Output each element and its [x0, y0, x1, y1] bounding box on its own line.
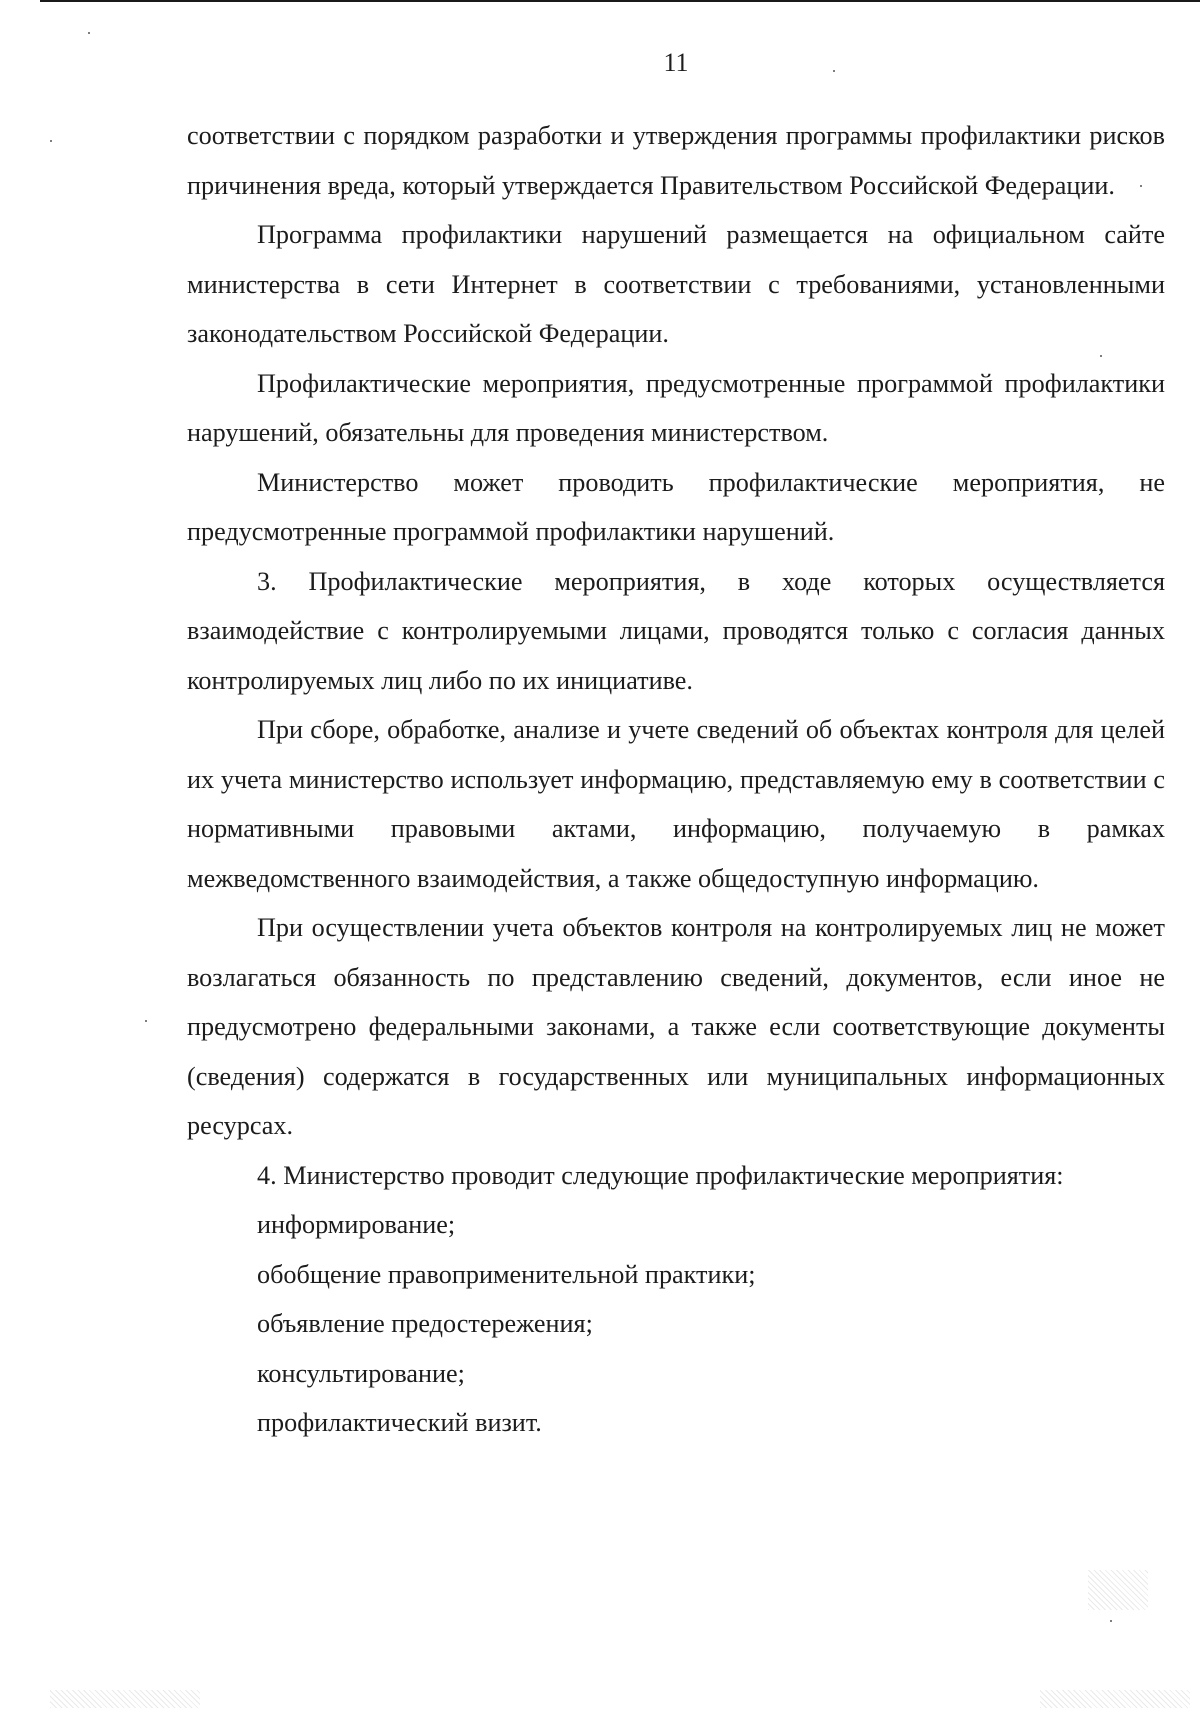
paragraph-accounting-obligations: При осуществлении учета объектов контроля на контролируемых лиц не может возлагаться обязанность по представлению сведений, документов, если иное не предусмотрено федеральными законами, а также если соответствующие документы (сведения) содержатся в государственных или муниципальных информационных ресурсах. [187, 913, 1165, 1140]
measures-list [187, 1200, 1165, 1448]
list-item-warning: объявление предостережения; [257, 1309, 593, 1338]
paragraph-optional-measures: Министерство может проводить профилактические мероприятия, не предусмотренные программой профилактики нарушений. [187, 467, 1165, 546]
paragraph-item-4-measures: 4. Министерство проводит следующие профилактические мероприятия: [257, 1160, 1064, 1190]
list-item-informing: информирование; [257, 1210, 456, 1239]
scan-speck [1110, 1620, 1112, 1622]
scan-speck [833, 70, 835, 72]
list-item-practice-summary: обобщение правоприменительной практики; [257, 1259, 756, 1289]
scan-speck [1100, 355, 1102, 357]
scan-speck [88, 32, 90, 34]
scan-speck [145, 1020, 147, 1022]
paragraph-information-use: При сборе, обработке, анализе и учете сведений об объектах контроля для целей их учета министерство использует информацию, представляемую ему в соответствии с нормативными правовыми актами, информацию, получаемую в рамках межведомственного взаимодействия, а также общедоступную информацию. [187, 715, 1165, 893]
document-body [187, 111, 1165, 1448]
page-number: 11 [663, 48, 689, 77]
list-item-preventive-visit: профилактический визит. [257, 1408, 542, 1437]
top-border-line [40, 0, 1200, 2]
scan-speck [50, 140, 52, 142]
scan-noise-area [1040, 1690, 1190, 1708]
paragraph-item-3-consent: 3. Профилактические мероприятия, в ходе которых осуществляется взаимодействие с контролируемыми лицами, проводятся только с согласия данных контролируемых лиц либо по их инициативе. [187, 566, 1165, 695]
scan-noise-area [50, 1690, 200, 1708]
paragraph-mandatory-measures: Профилактические мероприятия, предусмотренные программой профилактики нарушений, обязательны для проведения министерством. [187, 368, 1165, 447]
scan-noise-area [1088, 1570, 1148, 1610]
list-item-consulting: консультирование; [257, 1358, 465, 1388]
scan-speck [1140, 185, 1142, 187]
paragraph-program-publication: Программа профилактики нарушений размещается на официальном сайте министерства в сети Интернет в соответствии с требованиями, установленными законодательством Российской Федерации. [187, 220, 1165, 348]
paragraph-continuation: соответствии с порядком разработки и утверждения программы профилактики рисков причинения вреда, который утверждается Правительством Российской Федерации. [187, 121, 1165, 200]
